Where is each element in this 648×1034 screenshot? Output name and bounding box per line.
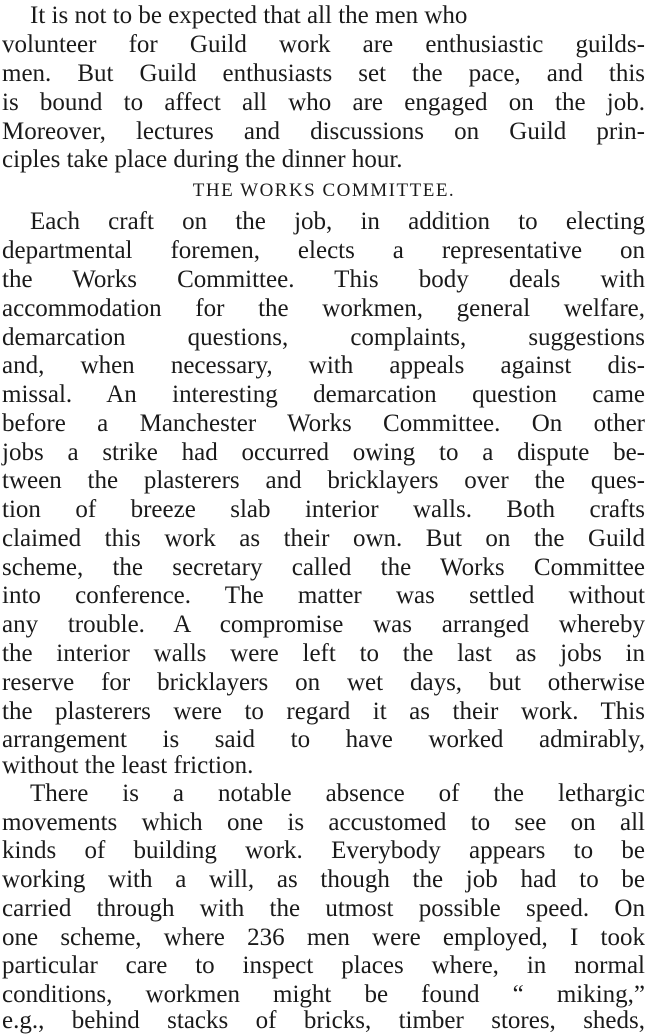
text-line: particular care to inspect places where, in normal [2,952,645,979]
section-heading: THE WORKS COMMITTEE. [192,180,456,201]
text-line: the Works Committee. This body deals with [2,266,645,293]
text-line: Moreover, lectures and discussions on Guild prin- [2,118,645,145]
text-line: and, when necessary, with appeals against dis- [2,352,645,379]
text-line: jobs a strike had occurred owing to a dispute be- [2,439,645,466]
text-line: into conference. The matter was settled without [2,582,645,609]
text-line-last: ciples take place during the dinner hour. [2,146,403,173]
text-line: tion of breeze slab interior walls. Both crafts [2,496,645,523]
text-line: one scheme, where 236 men were employed, I took [2,924,645,951]
text-line: scheme, the secretary called the Works Committee [2,554,645,581]
text-line: claimed this work as their own. But on the Guild [2,525,645,552]
text-line: carried through with the utmost possible speed. On [2,895,645,922]
text-line: demarcation questions, complaints, suggestions [2,324,645,351]
text-line: movements which one is accustomed to see on all [2,809,645,836]
text-line: accommodation for the workmen, general welfare, [2,295,645,322]
text-line: departmental foremen, elects a representative on [2,237,645,264]
text-line: e.g., behind stacks of bricks, timber stores, sheds, [2,1007,645,1034]
text-line: reserve for bricklayers on wet days, but otherwise [2,669,645,696]
text-line: before a Manchester Works Committee. On other [2,410,645,437]
text-line-last: without the least friction. [2,752,254,779]
text-line: conditions, workmen might be found “ miking,” [2,981,645,1008]
text-line: kinds of building work. Everybody appears to be [2,837,645,864]
text-line: working with a will, as though the job had to be [2,866,645,893]
text-line: It is not to be expected that all the men who [30,2,468,29]
text-line: men. But Guild enthusiasts set the pace, and this [2,60,645,87]
text-line: volunteer for Guild work are enthusiastic guilds- [2,31,645,58]
text-line: is bound to affect all who are engaged on the job. [2,89,645,116]
text-line: the interior walls were left to the last as jobs in [2,640,645,667]
text-line: any trouble. A compromise was arranged whereby [2,611,645,638]
text-line: arrangement is said to have worked admirably, [2,726,645,753]
text-line: There is a notable absence of the lethargic [30,780,645,807]
text-line: tween the plasterers and bricklayers over the ques- [2,467,645,494]
text-line: the plasterers were to regard it as their work. This [2,698,645,725]
text-line: missal. An interesting demarcation question came [2,381,645,408]
text-line: Each craft on the job, in addition to electing [30,208,645,235]
